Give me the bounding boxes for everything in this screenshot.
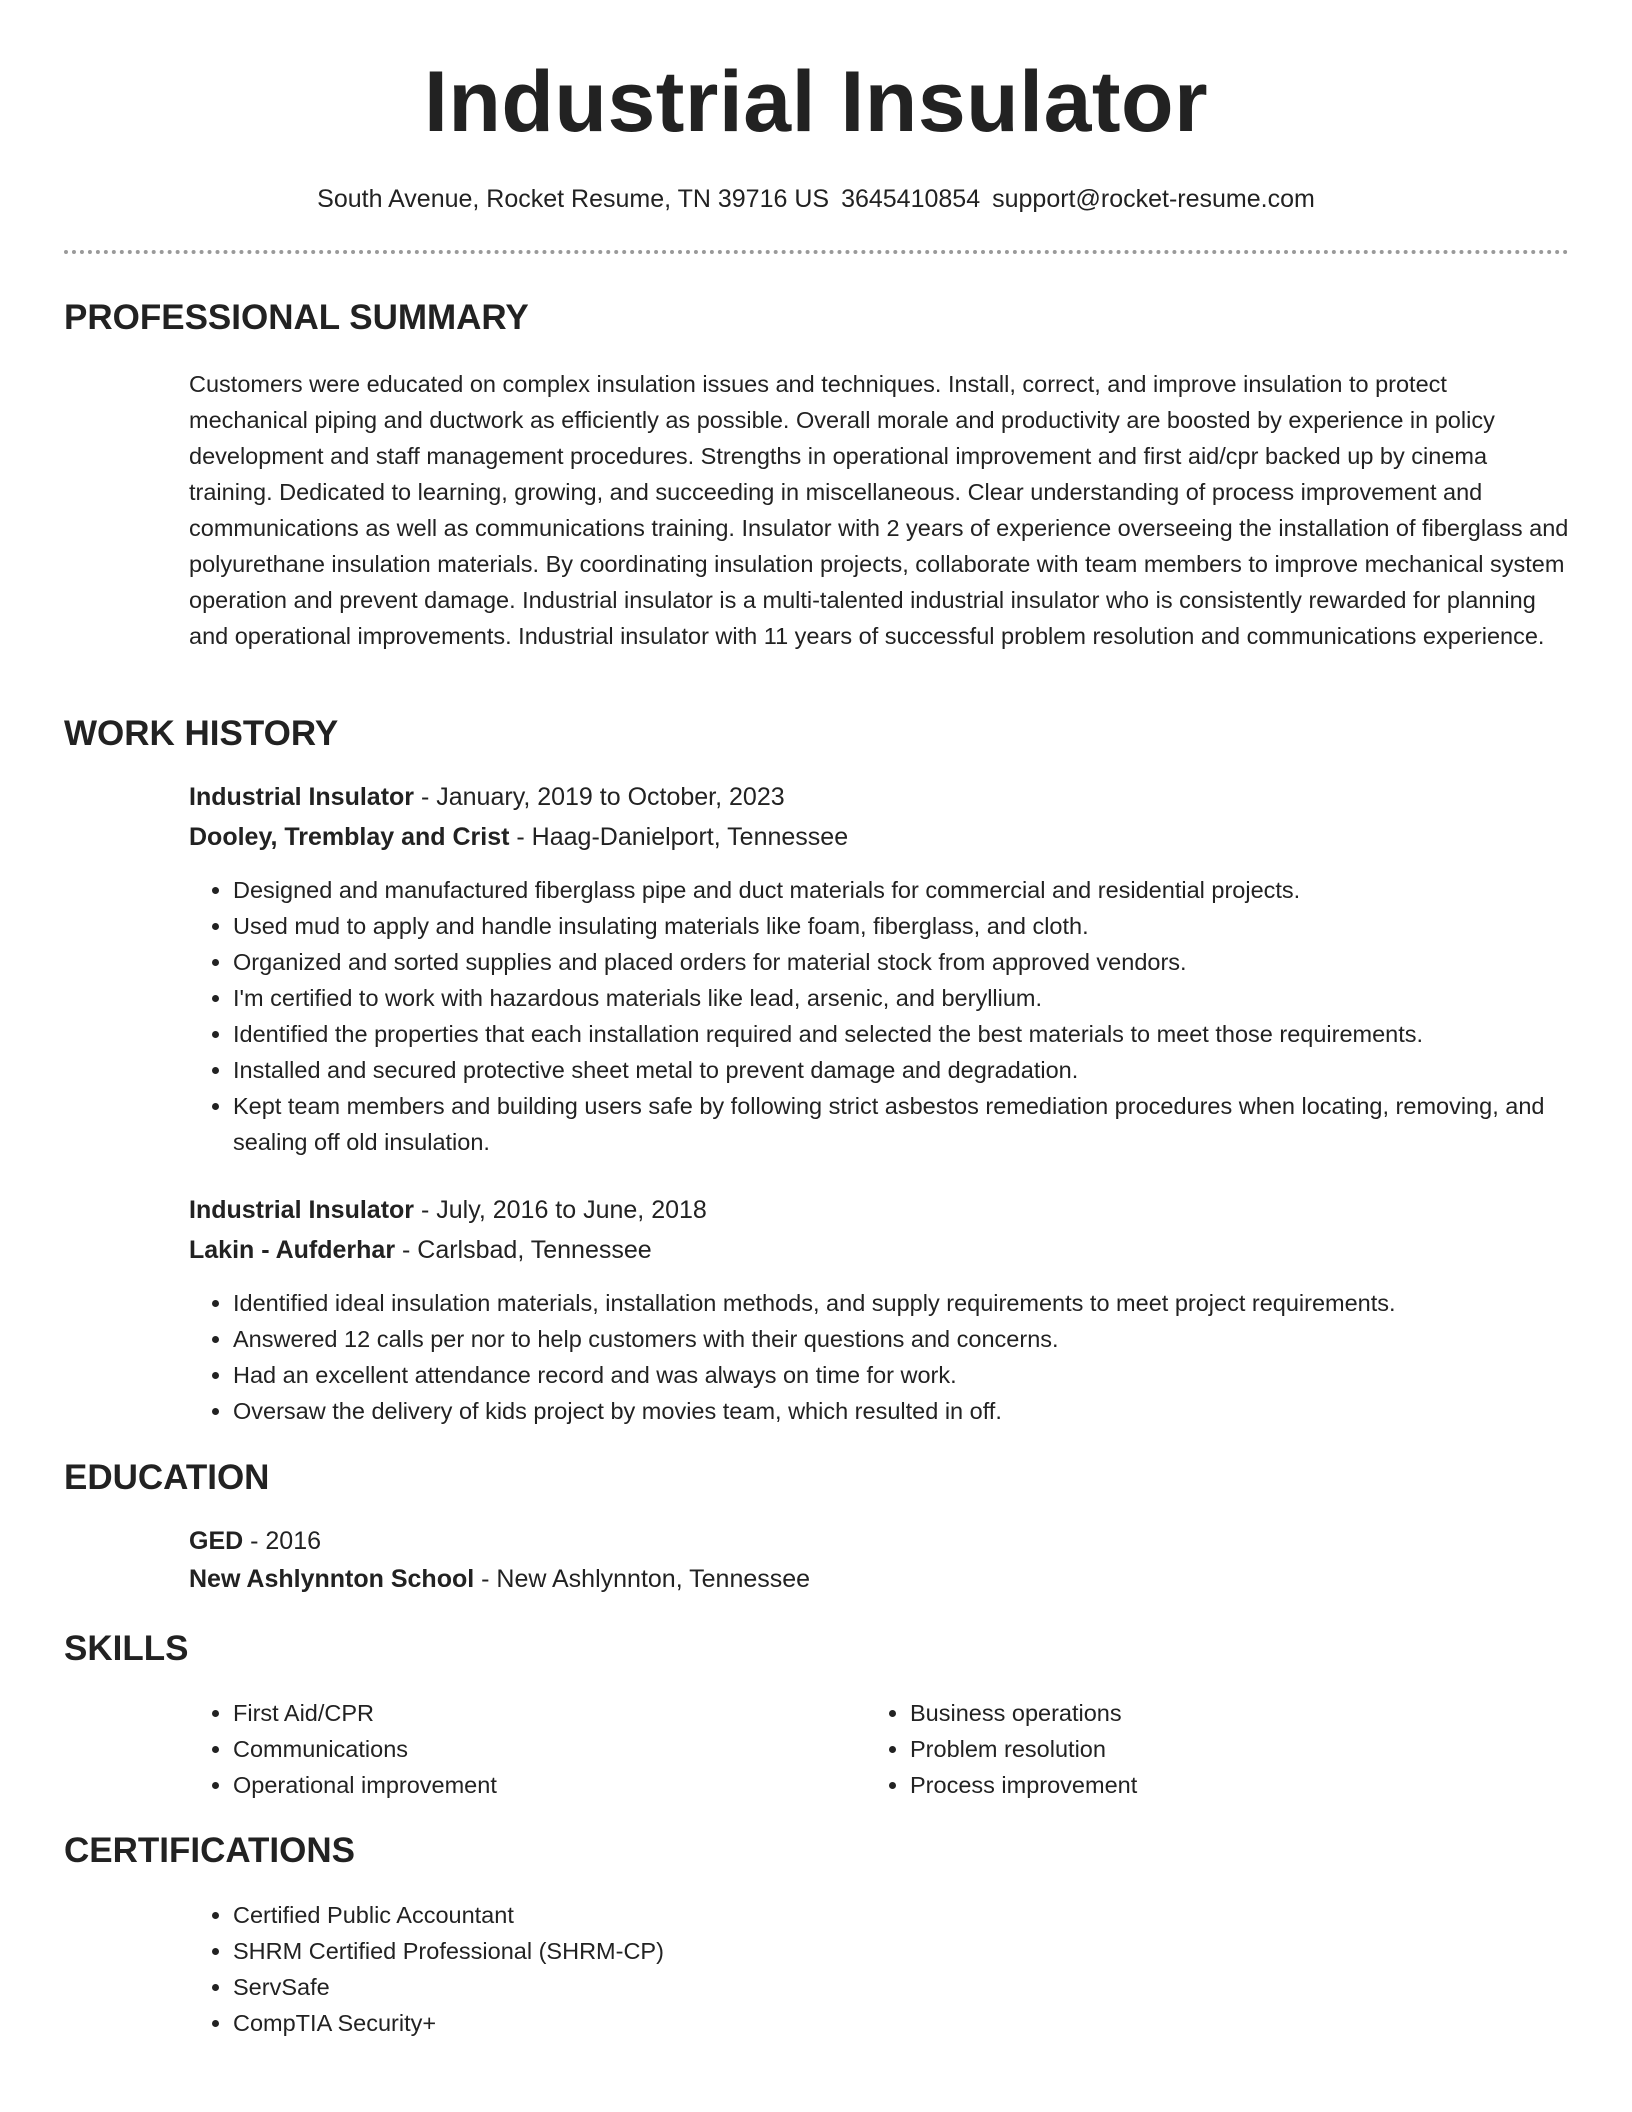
skills-list-left [189, 1695, 833, 1803]
job-2-role: Industrial Insulator [189, 1196, 415, 1224]
list-item: • Problem resolution [910, 1731, 1510, 1767]
list-item: • Answered 12 calls per nor to help customers with their questions and concerns. [233, 1321, 1613, 1357]
job-1-role: Industrial Insulator [189, 783, 415, 811]
job-1-bullet-list [189, 872, 1613, 1160]
job-1-company: Dooley, Tremblay and Crist [189, 823, 510, 851]
education-heading: EDUCATION [64, 1458, 270, 1497]
job-2-dates: - July, 2016 to June, 2018 [414, 1196, 707, 1224]
list-item: • Identified the properties that each installation required and selected the best materials to meet those requirements. [233, 1016, 1613, 1052]
job-2-title-line [189, 1193, 707, 1227]
education-school: New Ashlynnton School [189, 1565, 475, 1593]
list-item: • Kept team members and building users safe by following strict asbestos remediation procedures when locating, removing, and sealing off old insulation. [233, 1088, 1613, 1160]
skills-list-right [866, 1695, 1510, 1803]
list-item: • Process improvement [910, 1767, 1510, 1803]
education-degree: GED [189, 1527, 244, 1555]
list-item: • Operational improvement [233, 1767, 833, 1803]
education-location: - New Ashlynnton, Tennessee [474, 1565, 811, 1593]
list-item: • First Aid/CPR [233, 1695, 833, 1731]
list-item: • Certified Public Accountant [233, 1897, 1613, 1933]
contact-email[interactable]: support@rocket-resume.com [992, 185, 1315, 213]
list-item: • Installed and secured protective sheet metal to prevent damage and degradation. [233, 1052, 1613, 1088]
job-1-dates: - January, 2019 to October, 2023 [414, 783, 785, 811]
list-item: • CompTIA Security+ [233, 2005, 1613, 2041]
list-item: • I'm certified to work with hazardous materials like lead, arsenic, and beryllium. [233, 980, 1613, 1016]
list-item: • Communications [233, 1731, 833, 1767]
list-item: • Designed and manufactured fiberglass pipe and duct materials for commercial and residential projects. [233, 872, 1613, 908]
list-item: • Business operations [910, 1695, 1510, 1731]
contact-phone: 3645410854 [841, 185, 981, 213]
list-item: • Organized and sorted supplies and placed orders for material stock from approved vendors. [233, 944, 1613, 980]
education-degree-line [189, 1524, 321, 1558]
contact-line [0, 182, 1632, 216]
list-item: • Used mud to apply and handle insulating materials like foam, fiberglass, and cloth. [233, 908, 1613, 944]
job-2-company: Lakin - Aufderhar [189, 1236, 396, 1264]
header-divider [64, 250, 1569, 254]
list-item: • SHRM Certified Professional (SHRM-CP) [233, 1933, 1613, 1969]
list-item: • Oversaw the delivery of kids project by movies team, which resulted in off. [233, 1393, 1613, 1429]
list-item: • Identified ideal insulation materials, installation methods, and supply requirements to meet project requirements. [233, 1285, 1613, 1321]
certifications-heading: CERTIFICATIONS [64, 1831, 356, 1870]
contact-address: South Avenue, Rocket Resume, TN 39716 US [317, 185, 830, 213]
job-2-location: - Carlsbad, Tennessee [395, 1236, 652, 1264]
summary-heading: PROFESSIONAL SUMMARY [64, 298, 529, 337]
summary-text: Customers were educated on complex insulation issues and techniques. Install, correct, and improve insulation to protect mechanical piping and ductwork as efficiently as possible. Overall morale and productivity are boosted by experience in policy development and staff management procedures. Strengths in operational improvement and first aid/cpr backed up by cinema training. Dedicated to learning, growing, and succeeding in miscellaneous. Clear understanding of process improvement and communications as well as communications training. Insulator with 2 years of experience overseeing the installation of fiberglass and polyurethane insulation materials. By coordinating insulation projects, collaborate with team members to improve mechanical system operation and prevent damage. Industrial insulator is a multi-talented industrial insulator who is consistently rewarded for planning and operational improvements. Industrial insulator with 11 years of successful problem resolution and communications experience. [189, 371, 1569, 649]
education-school-line [189, 1562, 810, 1596]
education-year: - 2016 [243, 1527, 322, 1555]
certifications-list [189, 1897, 1613, 2041]
job-1-company-line [189, 820, 848, 854]
list-item: • Had an excellent attendance record and was always on time for work. [233, 1357, 1613, 1393]
work-history-heading: WORK HISTORY [64, 714, 339, 753]
job-1-title-line [189, 780, 785, 814]
skills-heading: SKILLS [64, 1629, 189, 1668]
list-item: • ServSafe [233, 1969, 1613, 2005]
job-2-bullet-list [189, 1285, 1613, 1429]
resume-name: Industrial Insulator [423, 54, 1209, 150]
job-2-company-line [189, 1233, 652, 1267]
job-1-location: - Haag-Danielport, Tennessee [509, 823, 849, 851]
